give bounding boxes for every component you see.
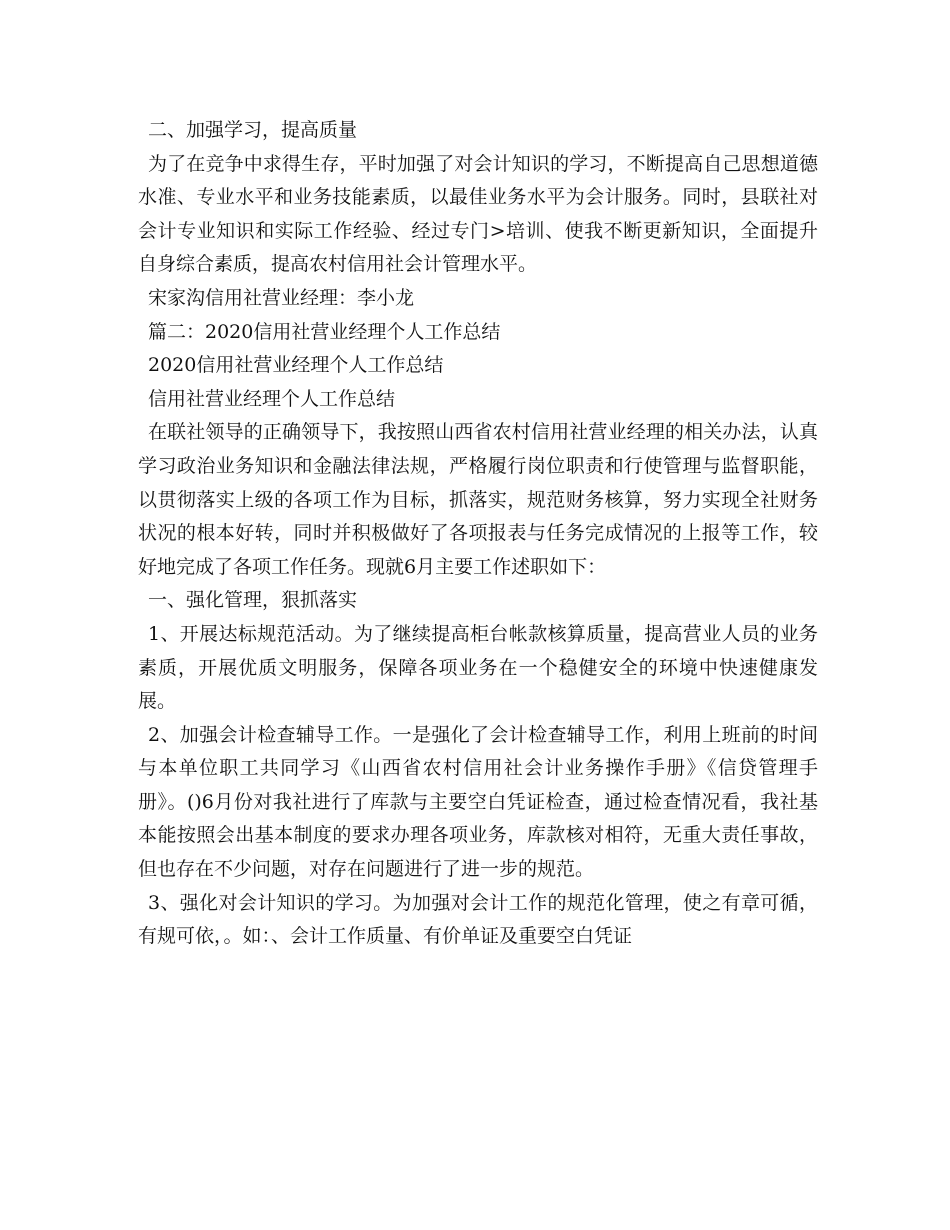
list-item-3: 3、强化对会计知识的学习。为加强对会计工作的规范化管理，使之有章可循，有规可依，。如：、会计工作质量、有价单证及重要空白凭证	[138, 891, 818, 948]
list-item-1: 1、开展达标规范活动。为了继续提高柜台帐款核算质量，提高营业人员的业务素质，开展优质文明服务，保障各项业务在一个稳健安全的环境中快速健康发展。	[138, 622, 818, 713]
paragraph-learning: 为了在竞争中求得生存，平时加强了对会计知识的学习，不断提高自己思想道德水准、专业水平和业务技能素质，以最佳业务水平为会计服务。同时，县联社对会计专业知识和实际工作经验、经过专门>培训、使我不断更新知识，全面提升自身综合素质，提高农村信用社会计管理水平。	[138, 152, 818, 276]
paragraph-introduction: 在联社领导的正确领导下，我按照山西省农村信用社营业经理的相关办法，认真学习政治业务知识和金融法律法规，严格履行岗位职责和行使管理与监督职能，以贯彻落实上级的各项工作为目标，抓落实，规范财务核算，努力实现全社财务状况的根本好转，同时并积极做好了各项报表与任务完成情况的上报等工作，较好地完成了各项工作任务。现就6月主要工作述职如下：	[138, 421, 818, 578]
author-signature: 宋家沟信用社营业经理：李小龙	[148, 286, 415, 309]
section-heading-strengthen-learning: 二、加强学习，提高质量	[148, 119, 358, 141]
article-title: 2020信用社营业经理个人工作总结	[148, 354, 444, 377]
document-body	[138, 114, 818, 954]
article-subtitle: 信用社营业经理个人工作总结	[148, 387, 396, 410]
list-item-2: 2、加强会计检查辅导工作。一是强化了会计检查辅导工作，利用上班前的时间与本单位职工共同学习《山西省农村信用社会计业务操作手册》《信贷管理手册》。()6月份对我社进行了库款与主要空白凭证检查，通过检查情况看，我社基本能按照会出基本制度的要求办理各项业务，库款核对相符，无重大责任事故，但也存在不少问题，对存在问题进行了进一步的规范。	[138, 723, 818, 881]
article-heading-part-two: 篇二：2020信用社营业经理个人工作总结	[148, 320, 501, 343]
section-heading-management: 一、强化管理，狠抓落实	[148, 589, 358, 612]
